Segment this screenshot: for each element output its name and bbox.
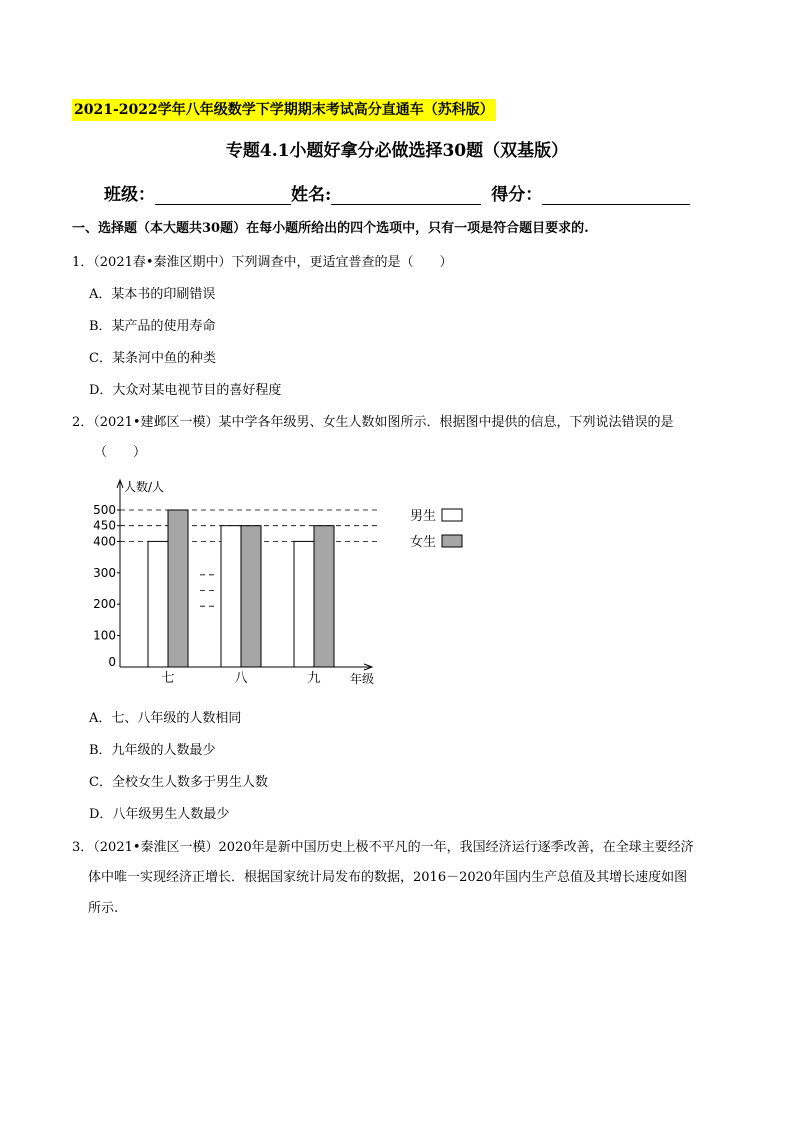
y-tick-label-300: 300 — [93, 565, 116, 580]
question-2-stem-line2: （ ） — [94, 445, 147, 460]
y-axis-label: 人数/人 — [124, 480, 165, 494]
name-label: 姓名: — [291, 185, 332, 205]
question-3-stem-line2: 体中唯一实现经济正增长．根据国家统计局发布的数据，2016－2020年国内生产总值及其增长速度如图 — [88, 870, 688, 885]
bar-九-女生 — [314, 526, 334, 667]
question-1-option-c: C．某条河中鱼的种类 — [89, 351, 216, 366]
y-tick-label-450: 450 — [93, 518, 116, 533]
y-tick-label-500: 500 — [93, 503, 116, 517]
question-2-option-d: D．八年级男生人数最少 — [89, 807, 230, 822]
document-title: 专题4.1小题好拿分必做选择30题（双基版） — [225, 141, 569, 161]
question-2-option-c: C．全校女生人数多于男生人数 — [89, 775, 268, 790]
question-3-stem-line1: 3．（2021•秦淮区一模）2020年是新中国历史上极不平凡的一年，我国经济运行逐季改善，在全球主要经济 — [72, 840, 694, 855]
legend-swatch-男生 — [442, 509, 462, 521]
name-blank[interactable] — [331, 186, 481, 205]
legend-label-女生: 女生 — [410, 535, 437, 550]
y-tick-label-0: 0 — [108, 655, 116, 669]
class-blank[interactable] — [155, 186, 291, 205]
question-3-stem-line3: 所示. — [88, 901, 119, 916]
bar-八-女生 — [241, 526, 261, 667]
question-2-option-b: B．九年级的人数最少 — [89, 743, 216, 758]
y-tick-label-200: 200 — [93, 597, 116, 612]
grade-gender-bar-chart — [88, 474, 488, 694]
score-label: 得分： — [491, 185, 543, 205]
bar-八-男生 — [221, 526, 241, 667]
question-2-stem-line1: 2．（2021•建邺区一模）某中学各年级男、女生人数如图所示．根据图中提供的信息，下列说法错误的是 — [72, 415, 674, 430]
question-1-stem: 1．（2021春•秦淮区期中）下列调查中，更适宜普查的是（ ） — [72, 255, 453, 270]
class-label: 班级： — [104, 185, 155, 205]
x-tick-label-九: 九 — [307, 671, 321, 686]
bar-七-男生 — [148, 541, 168, 667]
question-1-option-d: D．大众对某电视节目的喜好程度 — [89, 383, 282, 398]
student-info-row — [104, 180, 690, 205]
bar-七-女生 — [168, 510, 188, 667]
question-1-option-b: B．某产品的使用寿命 — [89, 319, 216, 334]
y-tick-label-400: 400 — [93, 534, 116, 549]
section-title: 一、选择题（本大题共30题）在每小题所给出的四个选项中，只有一项是符合题目要求的. — [72, 221, 589, 236]
bar-九-男生 — [294, 541, 314, 667]
question-1-option-a: A．某本书的印刷错误 — [89, 287, 216, 302]
x-axis-label: 年级 — [350, 672, 375, 686]
y-tick-label-100: 100 — [93, 628, 116, 643]
x-tick-label-八: 八 — [234, 671, 248, 686]
series-banner: 2021-2022学年八年级数学下学期期末考试高分直通车（苏科版） — [72, 99, 496, 121]
x-tick-label-七: 七 — [161, 671, 175, 686]
legend-swatch-女生 — [442, 535, 462, 547]
legend-label-男生: 男生 — [410, 509, 437, 524]
score-blank[interactable] — [542, 186, 690, 205]
question-2-option-a: A．七、八年级的人数相同 — [89, 711, 242, 726]
